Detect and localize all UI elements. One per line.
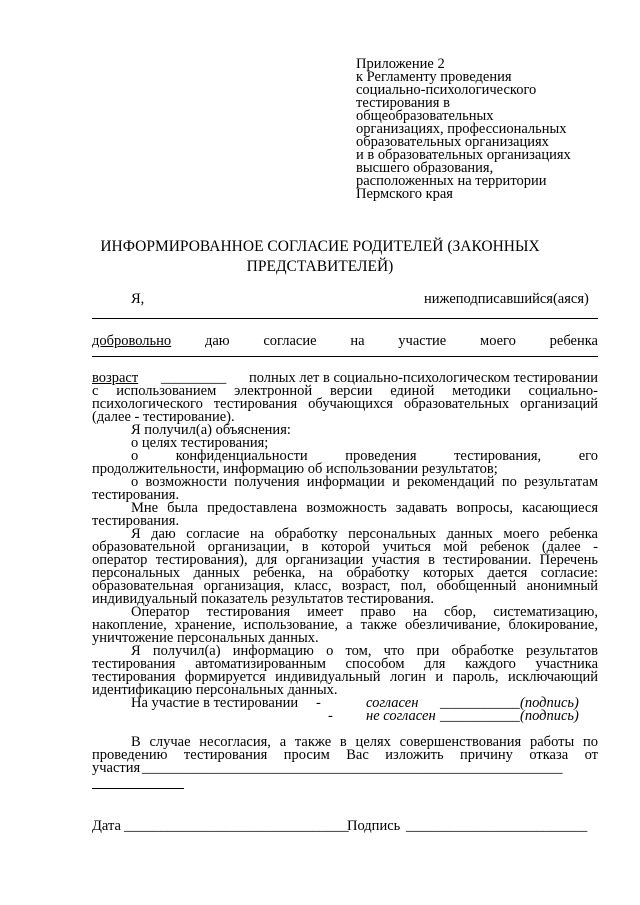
body-line: о возможности получения информации и рекомендаций по результатам — [131, 474, 598, 490]
consent-row — [92, 334, 598, 348]
disagree-option[interactable]: не согласен — [366, 708, 436, 724]
participation-label: На участие в тестировании — [131, 695, 299, 711]
body-line: тестирования формируется индивидуальный логин и пароль, исключающий — [92, 669, 598, 685]
annex-line: Пермского края — [356, 186, 453, 202]
agree-signature-hint: (подпись) — [520, 695, 579, 711]
body-line: продолжительности, информацию об использовании результатов; — [92, 461, 498, 477]
refusal-label: участия — [92, 760, 141, 776]
body-word: конфиденциальности — [175, 448, 308, 464]
consent-word: на — [350, 333, 365, 349]
consent-word: моего — [480, 333, 516, 349]
document-title-line-1: ИНФОРМИРОВАННОЕ СОГЛАСИЕ РОДИТЕЛЕЙ (ЗАКОННЫХ — [100, 238, 540, 255]
body-line: (далее - тестирование). — [92, 409, 235, 425]
body-line: Я даю согласие на обработку персональных данных моего ребенка — [131, 526, 598, 542]
intro-ya: Я, — [131, 291, 145, 307]
consent-word: добровольно — [92, 333, 172, 349]
body-line: накопление, хранение, использование, а также обезличивание, блокирование, — [92, 617, 598, 633]
refusal-continuation-blank[interactable] — [92, 788, 184, 789]
annex-line: общеобразовательных — [356, 108, 494, 124]
annex-line: образовательных организациях — [356, 134, 549, 150]
body-line: с использованием электронной версии единой методики социально- — [92, 383, 598, 399]
body-line: тестирования. — [92, 513, 180, 529]
annex-line: расположенных на территории — [356, 173, 547, 189]
annex-line: тестирования в — [356, 95, 450, 111]
consent-word: даю — [204, 333, 230, 349]
annex-line: высшего образования, — [356, 160, 494, 176]
body-line: Я получил(а) объяснения: — [131, 422, 291, 438]
annex-line: к Регламенту проведения — [356, 69, 512, 85]
refusal-line: проведению тестирования просим Вас изложить причину отказа от — [92, 747, 598, 763]
body-line: оператор тестирования), для организации участия в тестировании. Перечень — [92, 552, 598, 568]
body-line: тестирования автоматизированным способом для каждого участника — [92, 656, 598, 672]
age-label: возраст — [92, 370, 139, 386]
dash-disagree: - — [328, 708, 333, 724]
body-line: персональных данных ребенка, на обработку которых дается согласие: — [92, 565, 598, 581]
body-line: о целях тестирования; — [131, 435, 269, 451]
body-line: Я получил(а) информацию о том, что при обработке результатов — [131, 643, 598, 659]
refusal-reason-blank[interactable]: __________________________________________________________ — [142, 760, 563, 776]
date-label: Дата — [92, 818, 121, 834]
body-word: проведения — [345, 448, 417, 464]
signature-label: Подпись — [347, 818, 401, 834]
age-rest: полных лет в социально-психологическом тестировании — [248, 370, 598, 386]
body-line: уничтожение персональных данных. — [92, 630, 319, 646]
disagree-signature-blank[interactable]: ___________ — [440, 708, 520, 724]
consent-word: участие — [398, 333, 447, 349]
body-line: психологического тестирования обучающихся образовательных организаций — [92, 396, 598, 412]
body-word: его — [578, 448, 598, 464]
body-line: идентификацию персональных данных. — [92, 682, 338, 698]
body-line: Мне была предоставлена возможность задавать вопросы, касающиеся — [131, 500, 598, 516]
annex-line: организациях, профессиональных — [356, 121, 567, 137]
body-line: Оператор тестирования имеет право на сбор, систематизацию, — [131, 604, 598, 620]
annex-line: социально-психологического — [356, 82, 537, 98]
disagree-signature-hint: (подпись) — [520, 708, 579, 724]
body-line: образовательная организация, класс, возраст, пол, обобщенный анонимный — [92, 578, 598, 594]
dash-agree: - — [316, 695, 321, 711]
age-blank[interactable]: _________ — [160, 370, 227, 386]
body-word: тестирования, — [454, 448, 542, 464]
refusal-line: В случае несогласия, а также в целях совершенствования работы по — [131, 734, 598, 750]
intro-undersigned: нижеподписавшийся(аяся) — [424, 291, 589, 307]
agree-option[interactable]: согласен — [366, 695, 419, 711]
annex-line: Приложение 2 — [356, 56, 445, 72]
body-line: тестирования. — [92, 487, 180, 503]
body-word: о — [131, 448, 139, 464]
parent-name-blank[interactable] — [92, 318, 598, 319]
body-line: образовательной организации, в которой учиться мой ребенок (далее - — [92, 539, 598, 555]
agree-signature-blank[interactable]: ___________ — [440, 695, 520, 711]
body-line: индивидуальный показатель результатов тестирования. — [92, 591, 435, 607]
signature-blank[interactable]: _________________________ — [406, 818, 588, 834]
date-blank[interactable]: _______________________________ — [124, 818, 349, 834]
child-name-blank[interactable] — [92, 356, 598, 357]
consent-word: ребенка — [549, 333, 598, 349]
consent-word: согласие — [263, 333, 317, 349]
annex-line: и в образовательных организациях — [356, 147, 571, 163]
document-title-line-2: ПРЕДСТАВИТЕЛЕЙ) — [246, 258, 394, 275]
